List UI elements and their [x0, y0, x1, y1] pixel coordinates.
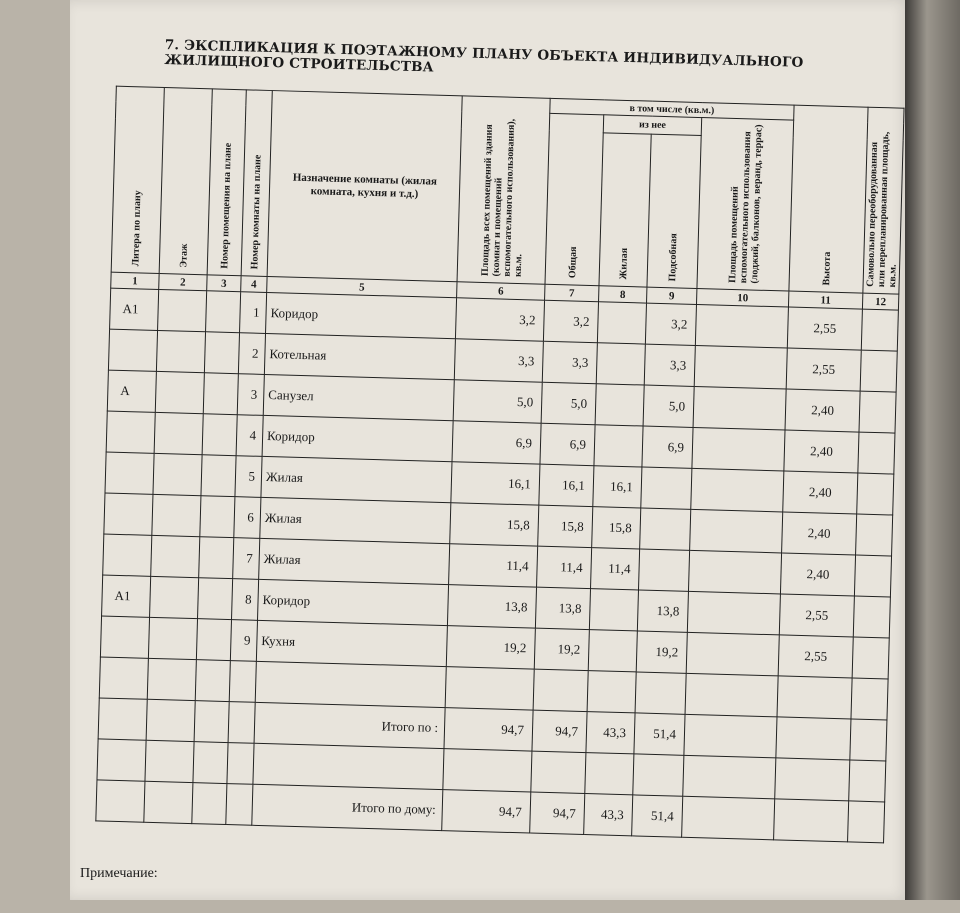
header-total-area: Площадь всех помещений здания (комнат и помещений вспомогательного использования), кв.м. — [457, 96, 550, 284]
header-height: Высота — [789, 105, 868, 293]
header-unauthorized: Самовольно переоборудованная или перепланированная площадь, кв.м. — [863, 107, 904, 294]
header-auxiliary: Подсобная — [647, 134, 701, 289]
total-house-area: 94,7 — [442, 790, 531, 833]
header-living: Жилая — [599, 132, 651, 287]
header-subgroup: из нее — [603, 115, 701, 135]
table-row: 2 Котельная 3,3 3,3 3,3 2,55 — [108, 329, 897, 392]
table-row: 4 Коридор 6,9 6,9 6,9 2,40 — [106, 411, 895, 474]
total-floor-area: 94,7 — [444, 708, 533, 751]
total-floor-label: Итого по : — [254, 702, 445, 748]
header-floor: Этаж — [159, 88, 212, 275]
header-general: Общая — [545, 113, 604, 285]
header-litera: Литера по плану — [111, 86, 164, 273]
table-row: 5 Жилая 16,1 16,1 16,1 2,40 — [105, 452, 894, 515]
explication-table — [95, 86, 904, 844]
header-premise-number: Номер помещения на плане — [207, 89, 246, 276]
note-label: Примечание: — [80, 866, 158, 881]
table-row: А1 8 Коридор 13,8 13,8 13,8 2,55 — [102, 575, 891, 638]
header-room-number: Номер комнаты на плане — [241, 90, 272, 277]
document-title: 7. ЭКСПЛИКАЦИЯ К ПОЭТАЖНОМУ ПЛАНУ ОБЪЕКТА ИНДИВИДУАЛЬНОГО ЖИЛИЩНОГО СТРОИТЕЛЬСТВА — [164, 37, 804, 76]
table-row: А1 1 Коридор 3,2 3,2 3,2 2,55 — [110, 288, 899, 351]
table-row: 7 Жилая 11,4 11,4 11,4 2,40 — [103, 534, 892, 597]
header-aux-premises: Площадь помещений вспомогательного использования (лоджий, балконов, веранд, террас) — [697, 118, 794, 292]
header-group-including: в том числе (кв.м.) — [550, 98, 794, 120]
total-house-row: Итого по дому: 94,7 94,7 43,3 51,4 — [96, 780, 885, 843]
table-row: 9 Кухня 19,2 19,2 19,2 2,55 — [100, 616, 889, 679]
column-number-row: 1 2 3 4 5 6 7 8 9 10 11 12 — [111, 272, 899, 310]
header-room-purpose: Назначение комнаты (жилая комната, кухня и т.д.) — [267, 91, 462, 282]
total-floor-row: Итого по : 94,7 94,7 43,3 51,4 — [98, 698, 887, 761]
table-row: А 3 Санузел 5,0 5,0 5,0 2,40 — [107, 370, 896, 433]
table-row: 6 Жилая 15,8 15,8 15,8 2,40 — [104, 493, 893, 556]
total-house-label: Итого по дому: — [252, 784, 443, 830]
